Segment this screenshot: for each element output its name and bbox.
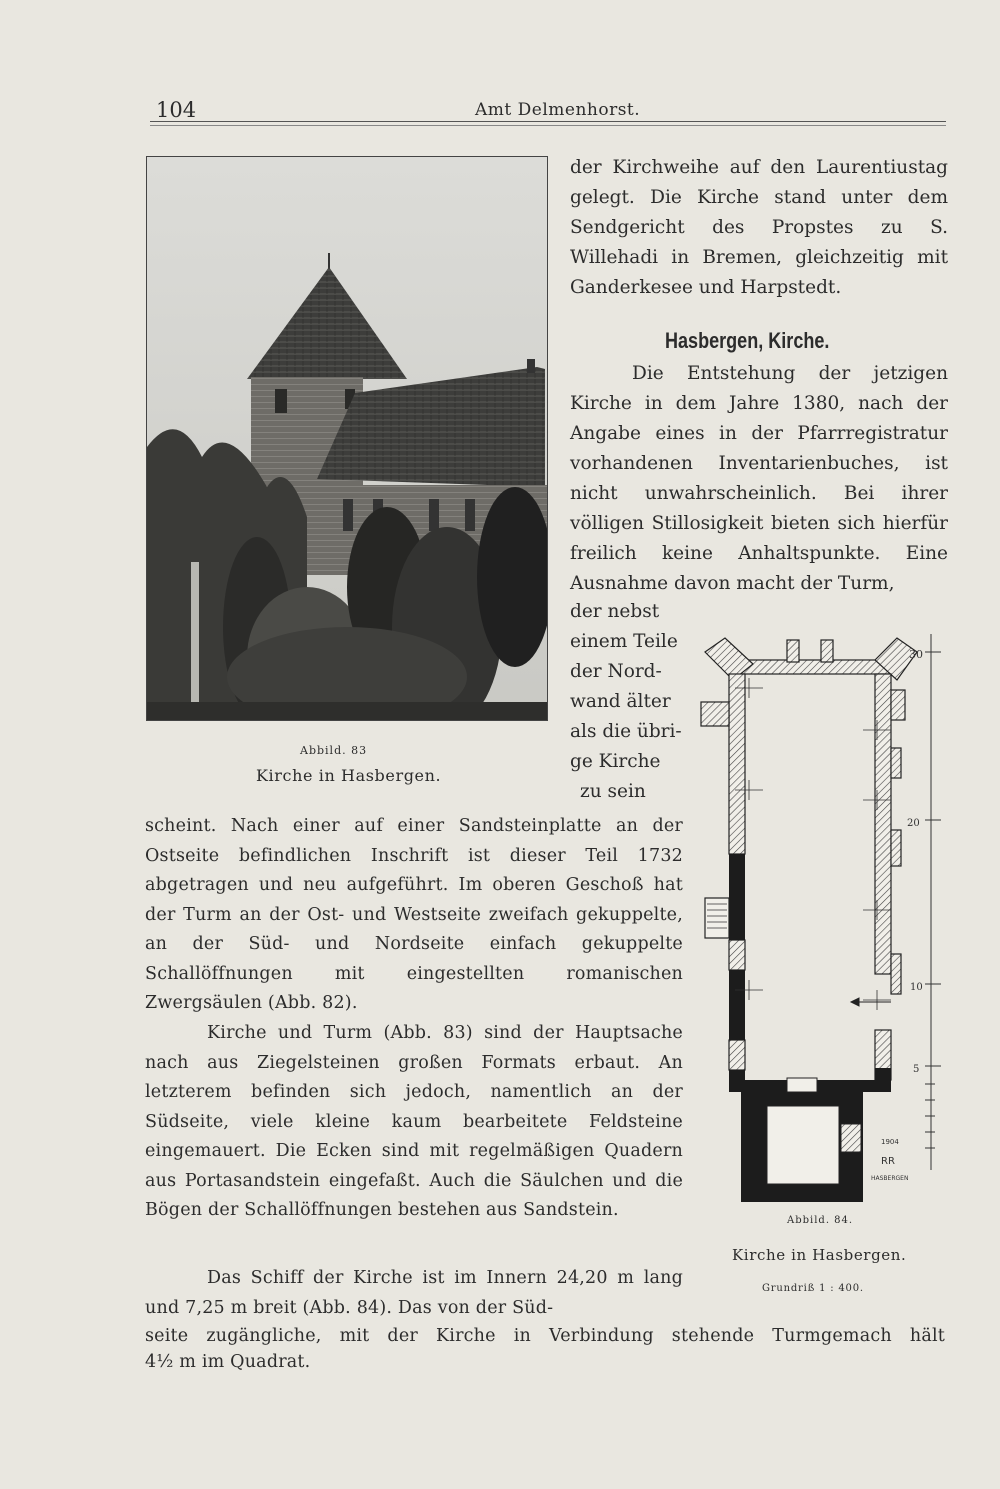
scale-tick-20: 20 xyxy=(907,818,920,829)
floor-plan-figure xyxy=(695,630,955,1210)
figure-84-caption: Kirche in Hasbergen. xyxy=(732,1246,907,1264)
page-number: 104 xyxy=(156,98,197,122)
narrow-line: wand älter xyxy=(570,691,671,712)
scale-tick-5: 5 xyxy=(913,1064,920,1075)
narrow-line: zu sein xyxy=(580,781,646,802)
scale-tick-10: 10 xyxy=(910,982,923,993)
figure-84-scale: Grundriß 1 : 400. xyxy=(762,1283,864,1294)
header-rule xyxy=(150,121,946,122)
narrow-line: der nebst xyxy=(570,601,660,622)
intro-paragraph-text: der Kirchweihe auf den Laurentiustag gelegt. Die Kirche stand unter dem Sendgericht des Propstes zu S. Willehadi in Bremen, gleichzeitig mit Ganderkesee und Harpstedt. xyxy=(570,157,948,298)
main-paragraph-3-text: Das Schiff der Kirche ist im Innern 24,20 m lang und 7,25 m breit (Abb. 84). Das von der Süd- xyxy=(145,1268,683,1318)
full-width-line: seite zugängliche, mit der Kirche in Verbindung stehende Turmgemach hält xyxy=(145,1326,945,1346)
main-paragraph-2 xyxy=(145,1019,683,1226)
church-photo-illustration xyxy=(147,157,547,720)
plan-signature-initials: RR xyxy=(881,1156,895,1167)
main-paragraph-1-text: scheint. Nach einer auf einer Sandsteinplatte an der Ostseite befindlichen Inschrift ist dieser Teil 1732 abgetragen und neu aufgeführt. Im oberen Geschoß hat der Turm an der Ost- und Westseite zweifach gekuppelte, an der Süd- und Nordseite einfach gekuppelte Schallöffnungen mit eingestellten romanischen Zwergsäulen (Abb. 82). xyxy=(145,816,683,1013)
hasbergen-paragraph-text: Die Entstehung der jetzigen Kirche in dem Jahre 1380, nach der Angabe eines in der Pfarrregistratur vorhandenen Inventarienbuches, ist nicht unwahrscheinlich. Bei ihrer völligen Stillosigkeit bieten sich hierfür freilich keine Anhaltspunkte. Eine Ausnahme davon macht der Turm, xyxy=(570,363,948,594)
running-head: Amt Delmenhorst. xyxy=(475,100,641,120)
church-photograph xyxy=(146,156,548,721)
figure-83-caption: Kirche in Hasbergen. xyxy=(256,766,442,785)
plan-signature-place: HASBERGEN xyxy=(871,1175,909,1182)
church-floor-plan xyxy=(695,630,955,1210)
header-rule-secondary xyxy=(150,125,946,126)
plan-signature-year: 1904 xyxy=(881,1138,899,1146)
narrow-line: ge Kirche xyxy=(570,751,661,772)
intro-paragraph xyxy=(570,153,948,303)
main-paragraph-1 xyxy=(145,812,683,1019)
figure-84-number: Abbild. 84. xyxy=(787,1215,854,1226)
narrow-line: als die übri- xyxy=(570,721,682,742)
last-line: 4½ m im Quadrat. xyxy=(145,1352,311,1372)
narrow-line: einem Teile xyxy=(570,631,678,652)
narrow-line: der Nord- xyxy=(570,661,662,682)
narrow-text-column xyxy=(570,597,690,807)
figure-83-number: Abbild. 83 xyxy=(300,744,368,757)
scale-tick-30: 30 xyxy=(909,648,923,661)
main-paragraph-3 xyxy=(145,1264,683,1323)
hasbergen-paragraph xyxy=(570,359,948,599)
section-heading: Hasbergen, Kirche. xyxy=(665,328,830,353)
main-paragraph-2-text: Kirche und Turm (Abb. 83) sind der Hauptsache nach aus Ziegelsteinen großen Formats erbaut. An letzterem befinden sich jedoch, namentlich an der Südseite, viele kleine kaum bearbeitete Feldsteine eingemauert. Die Ecken sind mit regelmäßigen Quadern aus Portasandstein eingefaßt. Auch die Säulchen und die Bögen der Schallöffnungen bestehen aus Sandstein. xyxy=(145,1023,683,1220)
